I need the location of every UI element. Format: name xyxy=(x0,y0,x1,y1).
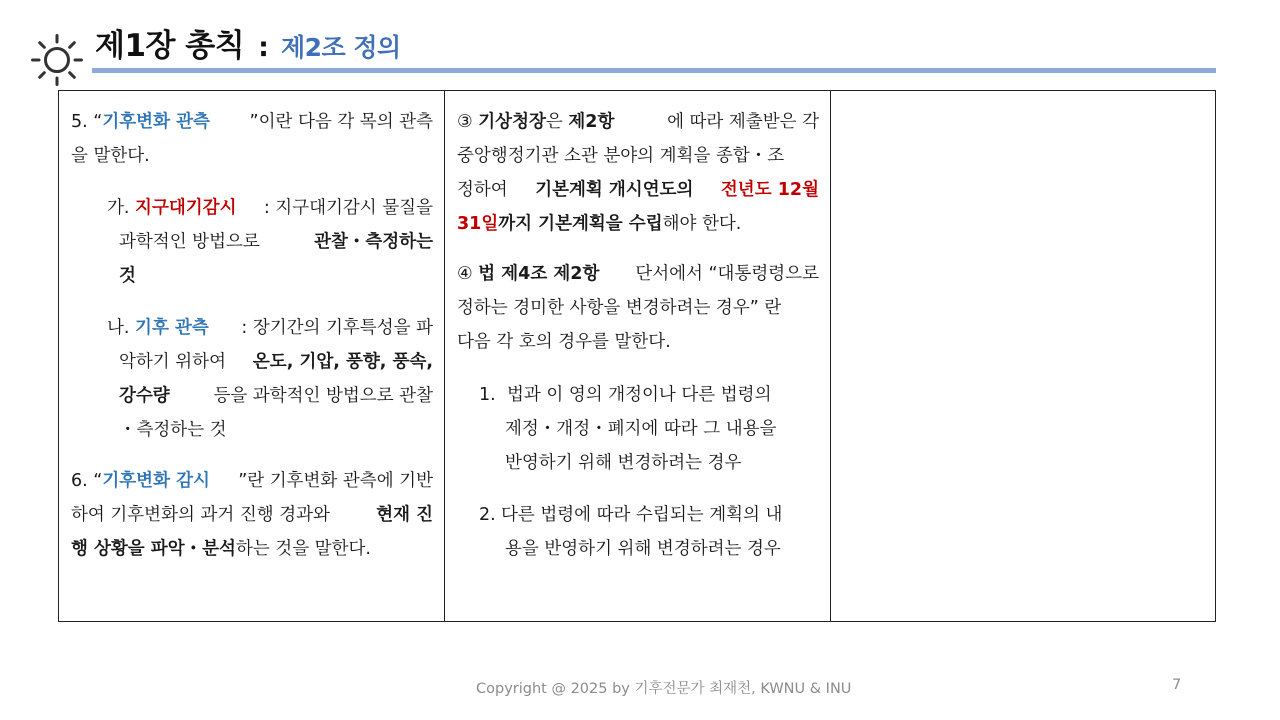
sun-icon xyxy=(31,34,83,86)
column-empty xyxy=(831,91,1215,621)
article-title: 제2조 정의 xyxy=(280,33,401,62)
column-enforcement-decree xyxy=(445,91,831,621)
paragraph-4-sub-1: 1. 법과 이 영의 개정이나 다른 법령의 제정・개정・폐지에 따라 그 내용을 반영하기 위해 변경하려는 경우 xyxy=(479,385,777,473)
column-definitions xyxy=(59,91,445,621)
definition-item-na: 나. 기후 관측 : 장기간의 기후특성을 파 악하기 위하여 온도, 기압, 풍향, 풍속, 강수량 등을 과학적인 방법으로 관찰 ・측정하는 것 xyxy=(107,318,433,440)
page-number: 7 xyxy=(1172,677,1182,693)
title-separator: : xyxy=(258,32,269,63)
paragraph-4-sub-2: 2. 다른 법령에 따라 수립되는 계획의 내 용을 반영하기 위해 변경하려는 경우 xyxy=(479,505,783,559)
footer-copyright: Copyright @ 2025 by 기후전문가 최재천, KWNU & INU xyxy=(476,681,852,697)
page-title xyxy=(95,20,401,64)
definition-item-5: 5. “기후변화 관측 ”이란 다음 각 목의 관측 을 말한다. xyxy=(71,112,433,166)
definition-item-ga: 가. 지구대기감시 : 지구대기감시 물질을 과학적인 방법으로 관찰・측정하는 것 xyxy=(107,198,433,286)
paragraph-3: ③ 기상청장은 제2항 에 따라 제출받은 각 중앙행정기관 소관 분야의 계획을 종합・조 정하여 기본계획 개시연도의 전년도 12월 31일까지 기본계획을 수립해야 한다. xyxy=(457,112,819,234)
definition-item-6: 6. “기후변화 감시 ”란 기후변화 관측에 기반 하여 기후변화의 과거 진행 경과와 현재 진 행 상황을 파악・분석하는 것을 말한다. xyxy=(71,471,433,559)
title-underline xyxy=(92,68,1216,73)
chapter-title: 제1장 총칙 xyxy=(95,28,245,64)
paragraph-4: ④ 법 제4조 제2항 단서에서 “대통령령으로 정하는 경미한 사항을 변경하려는 경우” 란 다음 각 호의 경우를 말한다. xyxy=(457,264,819,352)
content-table xyxy=(58,90,1216,622)
